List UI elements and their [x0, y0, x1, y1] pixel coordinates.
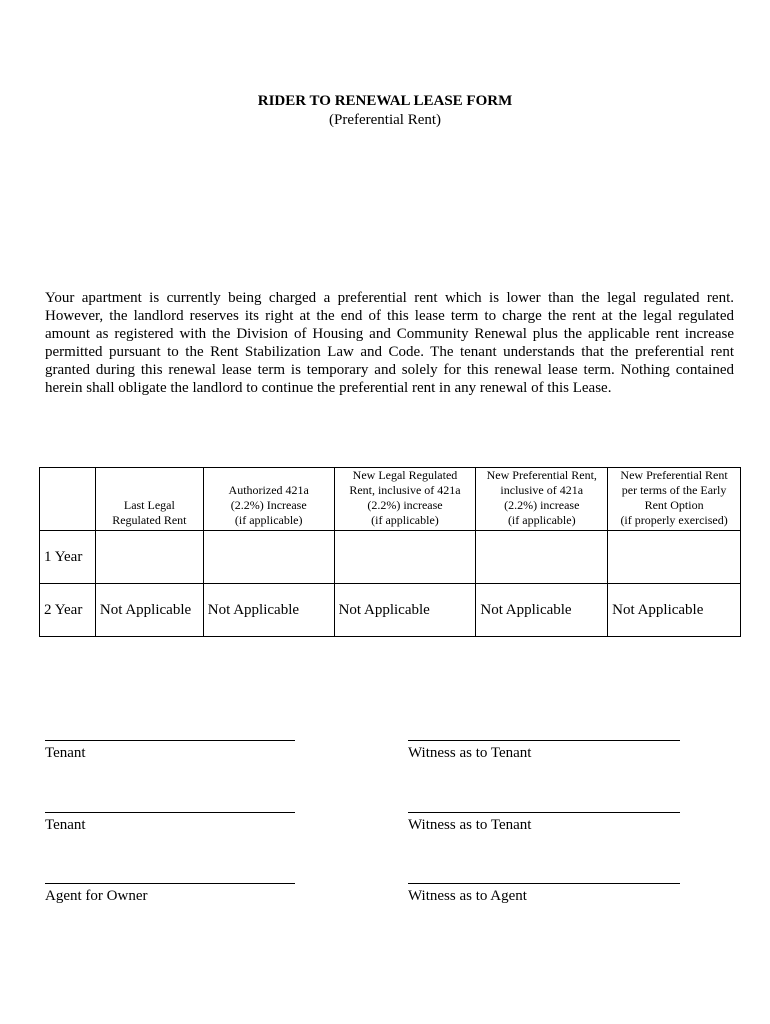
table-row — [40, 584, 741, 637]
table-header-cell: Last Legal Regulated Rent — [95, 468, 203, 531]
rent-table — [39, 467, 741, 637]
form-title: RIDER TO RENEWAL LEASE FORM — [257, 93, 513, 109]
rider-paragraph: Your apartment is currently being charged a preferential rent which is lower than the legal regulated rent. However, the landlord reserves its right at the end of this lease term to charge the rent at the legal regulated amount as registered with the Division of Housing and Community Renewal plus the applicable rent increase permitted pursuant to the Rent Stabilization Law and Code. The tenant understands that the preferential rent granted during this renewal lease term is temporary and solely for this renewal lease term. Nothing contained herein shall obligate the landlord to continue the preferential rent in any renewal of this Lease. — [45, 290, 734, 396]
table-cell: Not Applicable — [203, 584, 334, 637]
form-subtitle: (Preferential Rent) — [328, 112, 442, 128]
table-cell: Not Applicable — [476, 584, 608, 637]
witness-tenant-signature-1 — [408, 722, 680, 762]
table-header-cell: New Preferential Rent per terms of the Early Rent Option (if properly exercised) — [608, 468, 741, 531]
table-cell[interactable] — [203, 531, 334, 584]
row-label: 1 Year — [40, 531, 96, 584]
table-header-row — [40, 468, 741, 531]
signature-line[interactable] — [45, 865, 295, 884]
table-cell[interactable] — [608, 531, 741, 584]
signature-label: Witness as to Tenant — [408, 817, 532, 833]
signature-label: Tenant — [45, 817, 86, 833]
signature-line[interactable] — [408, 722, 680, 741]
table-header-cell — [40, 468, 96, 531]
signature-line[interactable] — [45, 794, 295, 813]
agent-signature — [45, 865, 295, 905]
tenant-signature-1 — [45, 722, 295, 762]
table-cell[interactable] — [476, 531, 608, 584]
witness-tenant-signature-2 — [408, 794, 680, 834]
table-cell: Not Applicable — [608, 584, 741, 637]
row-label: 2 Year — [40, 584, 96, 637]
table-cell: Not Applicable — [95, 584, 203, 637]
signature-line[interactable] — [408, 794, 680, 813]
signature-label: Tenant — [45, 745, 86, 761]
table-cell[interactable] — [334, 531, 476, 584]
signature-line[interactable] — [408, 865, 680, 884]
table-header-cell: New Legal Regulated Rent, inclusive of 421a (2.2%) increase (if applicable) — [334, 468, 476, 531]
signature-label: Agent for Owner — [45, 888, 148, 904]
table-header-cell: Authorized 421a (2.2%) Increase (if applicable) — [203, 468, 334, 531]
signature-line[interactable] — [45, 722, 295, 741]
tenant-signature-2 — [45, 794, 295, 834]
table-cell[interactable] — [95, 531, 203, 584]
signature-label: Witness as to Tenant — [408, 745, 532, 761]
table-header-cell: New Preferential Rent, inclusive of 421a (2.2%) increase (if applicable) — [476, 468, 608, 531]
signature-label: Witness as to Agent — [408, 888, 527, 904]
table-row — [40, 531, 741, 584]
table-cell: Not Applicable — [334, 584, 476, 637]
witness-agent-signature — [408, 865, 680, 905]
